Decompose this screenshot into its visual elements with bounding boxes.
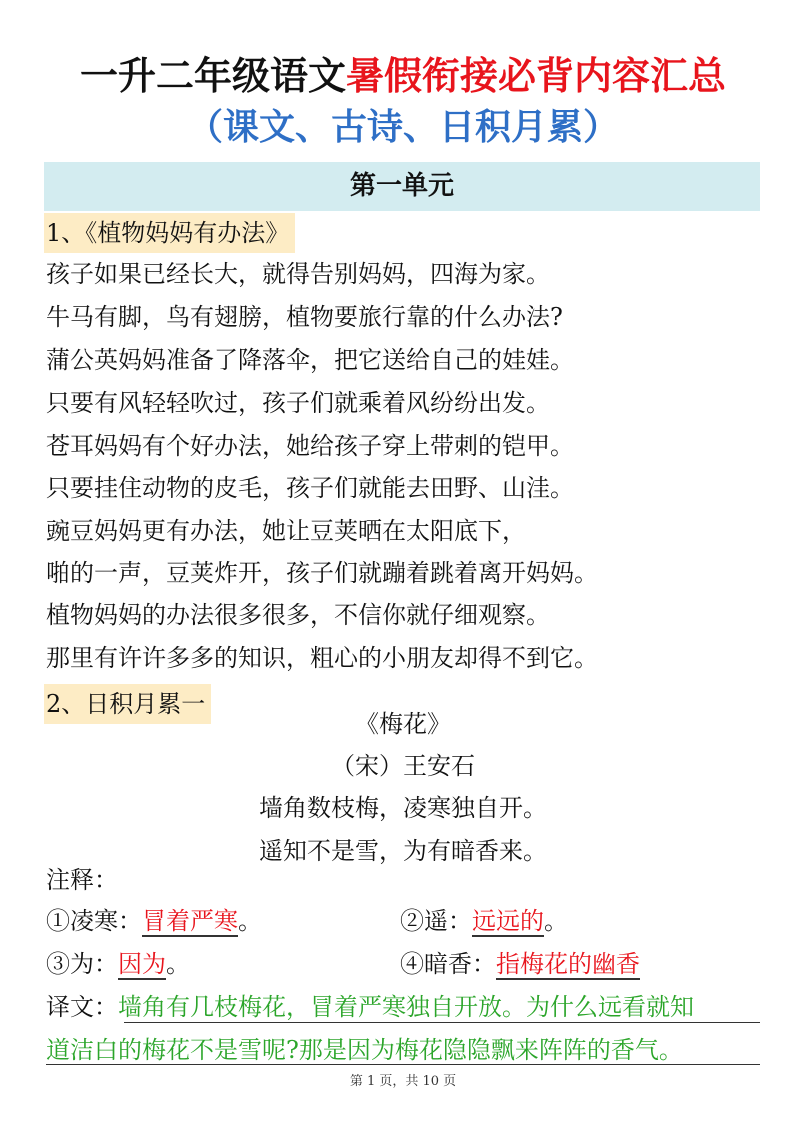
text-line: 那里有许许多多的知识，粗心的小朋友却得不到它。 bbox=[46, 644, 598, 672]
underline bbox=[124, 1022, 760, 1023]
text-line: 只要有风轻轻吹过，孩子们就乘着风纷纷出发。 bbox=[46, 389, 550, 417]
text-line: 牛马有脚，鸟有翅膀，植物要旅行靠的什么办法? bbox=[46, 303, 563, 331]
note-answer: 因为 bbox=[118, 950, 166, 978]
text-line: 啪的一声，豆荚炸开，孩子们就蹦着跳着离开妈妈。 bbox=[46, 559, 598, 587]
translation-text: 道洁白的梅花不是雪呢?那是因为梅花隐隐飘来阵阵的香气。 bbox=[46, 1036, 683, 1064]
text-line: 苍耳妈妈有个好办法，她给孩子穿上带刺的铠甲。 bbox=[46, 432, 574, 460]
section1-heading: 1、《植物妈妈有办法》 bbox=[44, 213, 295, 253]
unit-header: 第一单元 bbox=[44, 162, 760, 211]
note-item: ②遥：远远的。 bbox=[400, 907, 568, 935]
page-footer: 第 1 页，共 10 页 bbox=[349, 1074, 457, 1089]
poem-title: 《梅花》 bbox=[355, 710, 451, 738]
note-answer: 远远的 bbox=[472, 907, 544, 935]
title-topic: 暑假衔接必背内容汇总 bbox=[346, 53, 727, 98]
poem-verse: 遥知不是雪，为有暗香来。 bbox=[259, 837, 547, 865]
note-answer: 指梅花的幽香 bbox=[496, 950, 640, 978]
underline bbox=[46, 1064, 760, 1065]
notes-label: 注释： bbox=[46, 866, 118, 894]
text-line: 豌豆妈妈更有办法，她让豆荚晒在太阳底下， bbox=[46, 517, 526, 545]
text-line: 蒲公英妈妈准备了降落伞，把它送给自己的娃娃。 bbox=[46, 346, 574, 374]
note-item: ④暗香：指梅花的幽香 bbox=[400, 950, 640, 978]
text-line: 植物妈妈的办法很多很多，不信你就仔细观察。 bbox=[46, 601, 550, 629]
translation-text: 墙角有几枝梅花，冒着严寒独自开放。为什么远看就知 bbox=[118, 993, 694, 1021]
page-subtitle: （课文、古诗、日积月累） bbox=[186, 106, 619, 148]
poem-verse: 墙角数枝梅，凌寒独自开。 bbox=[259, 794, 547, 822]
page-title bbox=[0, 50, 806, 102]
note-item: ①凌寒：冒着严寒。 bbox=[46, 907, 262, 935]
text-line: 孩子如果已经长大，就得告别妈妈，四海为家。 bbox=[46, 260, 550, 288]
translation-label: 译文： bbox=[46, 993, 118, 1021]
section2-heading: 2、日积月累一 bbox=[44, 684, 211, 724]
title-grade: 一升二年级语文 bbox=[79, 53, 346, 98]
poem-author: （宋）王安石 bbox=[331, 752, 475, 780]
note-answer: 冒着严寒 bbox=[142, 907, 238, 935]
translation-continued bbox=[46, 1028, 683, 1072]
note-item: ③为：因为。 bbox=[46, 950, 190, 978]
text-line: 只要挂住动物的皮毛，孩子们就能去田野、山洼。 bbox=[46, 474, 574, 502]
